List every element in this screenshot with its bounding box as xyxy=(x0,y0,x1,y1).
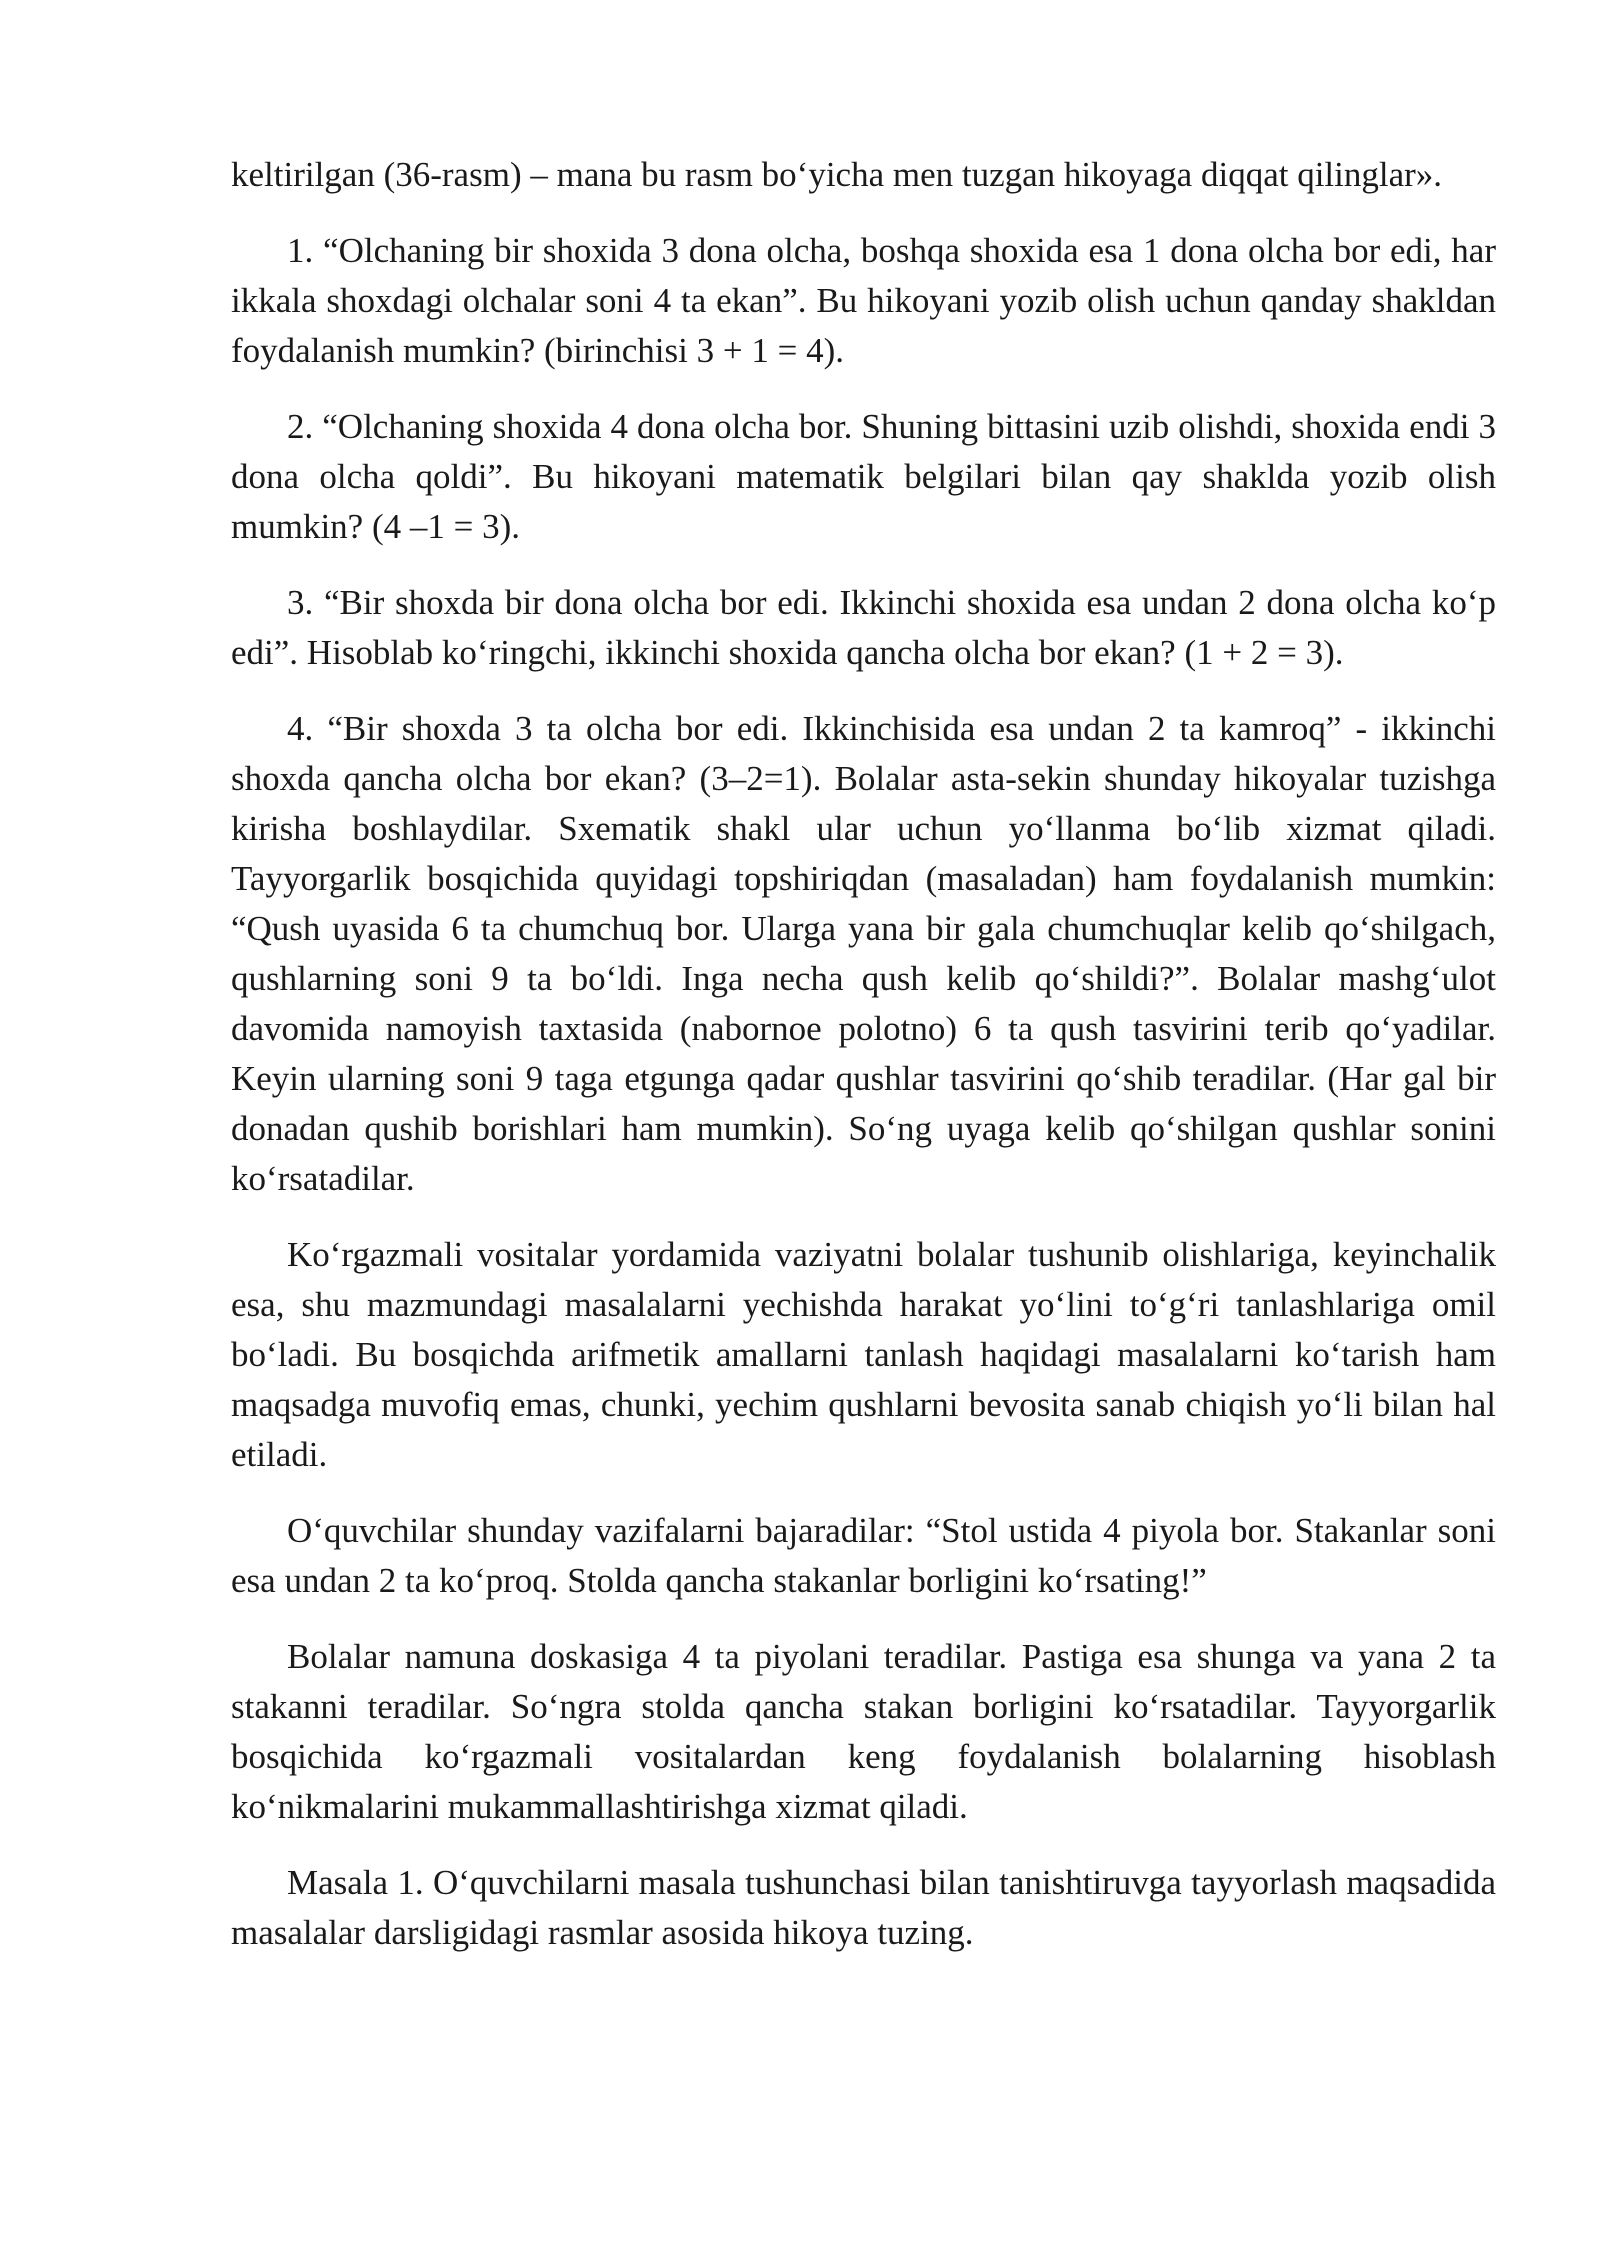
document-page xyxy=(231,150,1496,1984)
paragraph-story-2: 2. “Olchaning shoxida 4 dona olcha bor. Shuning bittasini uzib olishdi, shoxida endi 3 dona olcha qoldi”. Bu hikoyani matematik belgilari bilan qay shaklda yozib olish mumkin? (4 –1 = 3). xyxy=(231,407,1496,546)
paragraph-visual-aids: Ko‘rgazmali vositalar yordamida vaziyatni bolalar tushunib olishlariga, keyinchalik esa, shu mazmundagi masalalarni yechishda harakat yo‘lini to‘g‘ri tanlashlariga omil bo‘ladi. Bu bosqichda arifmetik amallarni tanlash haqidagi masalalarni ko‘tarish ham maqsadga muvofiq emas, chunki, yechim qushlarni bevosita sanab chiqish yo‘li bilan hal etiladi. xyxy=(231,1235,1496,1474)
paragraph-story-4: 4. “Bir shoxda 3 ta olcha bor edi. Ikkinchisida esa undan 2 ta kamroq” - ikkinchi shoxda qancha olcha bor ekan? (3–2=1). Bolalar asta-sekin shunday hikoyalar tuzishga kirisha boshlaydilar. Sxematik shakl ular uchun yo‘llanma bo‘lib xizmat qiladi. Tayyorgarlik bosqichida quyidagi topshiriqdan (masaladan) ham foydalanish mumkin: “Qush uyasida 6 ta chumchuq bor. Ularga yana bir gala chumchuqlar kelib qo‘shilgach, qushlarning soni 9 ta bo‘ldi. Inga necha qush kelib qo‘shildi?”. Bolalar mashg‘ulot davomida namoyish taxtasida (nabornoe polotno) 6 ta qush tasvirini terib qo‘yadilar. Keyin ularning soni 9 taga etgunga qadar qushlar tasvirini qo‘shib teradilar. (Har gal bir donadan qushib borishlari ham mumkin). So‘ng uyaga kelib qo‘shilgan qushlar sonini ko‘rsatadilar. xyxy=(231,709,1496,1198)
paragraph-sample-board: Bolalar namuna doskasiga 4 ta piyolani teradilar. Pastiga esa shunga va yana 2 ta stakanni teradilar. So‘ngra stolda qancha stakan borligini ko‘rsatadilar. Tayyorgarlik bosqichida ko‘rgazmali vositalardan keng foydalanish bolalarning hisoblash ko‘nikmalarini mukammallashtirishga xizmat qiladi. xyxy=(231,1637,1496,1826)
paragraph-continuation: keltirilgan (36-rasm) – mana bu rasm bo‘yicha men tuzgan hikoyaga diqqat qilinglar». xyxy=(231,155,1443,194)
paragraph-story-1: 1. “Olchaning bir shoxida 3 dona olcha, boshqa shoxida esa 1 dona olcha bor edi, har ikkala shoxdagi olchalar soni 4 ta ekan”. Bu hikoyani yozib olish uchun qanday shakldan foydalanish mumkin? (birinchisi 3 + 1 = 4). xyxy=(231,231,1496,370)
paragraph-story-3: 3. “Bir shoxda bir dona olcha bor edi. Ikkinchi shoxida esa undan 2 dona olcha ko‘p edi”. Hisoblab ko‘ringchi, ikkinchi shoxida qancha olcha bor ekan? (1 + 2 = 3). xyxy=(231,583,1496,672)
paragraph-exercise-1: Masala 1. O‘quvchilarni masala tushunchasi bilan tanishtiruvga tayyorlash maqsadida masalalar darsligidagi rasmlar asosida hikoya tuzing. xyxy=(231,1863,1496,1952)
paragraph-students-tasks: O‘quvchilar shunday vazifalarni bajaradilar: “Stol ustida 4 piyola bor. Stakanlar soni esa undan 2 ta ko‘proq. Stolda qancha stakanlar borligini ko‘rsating!” xyxy=(231,1511,1496,1600)
